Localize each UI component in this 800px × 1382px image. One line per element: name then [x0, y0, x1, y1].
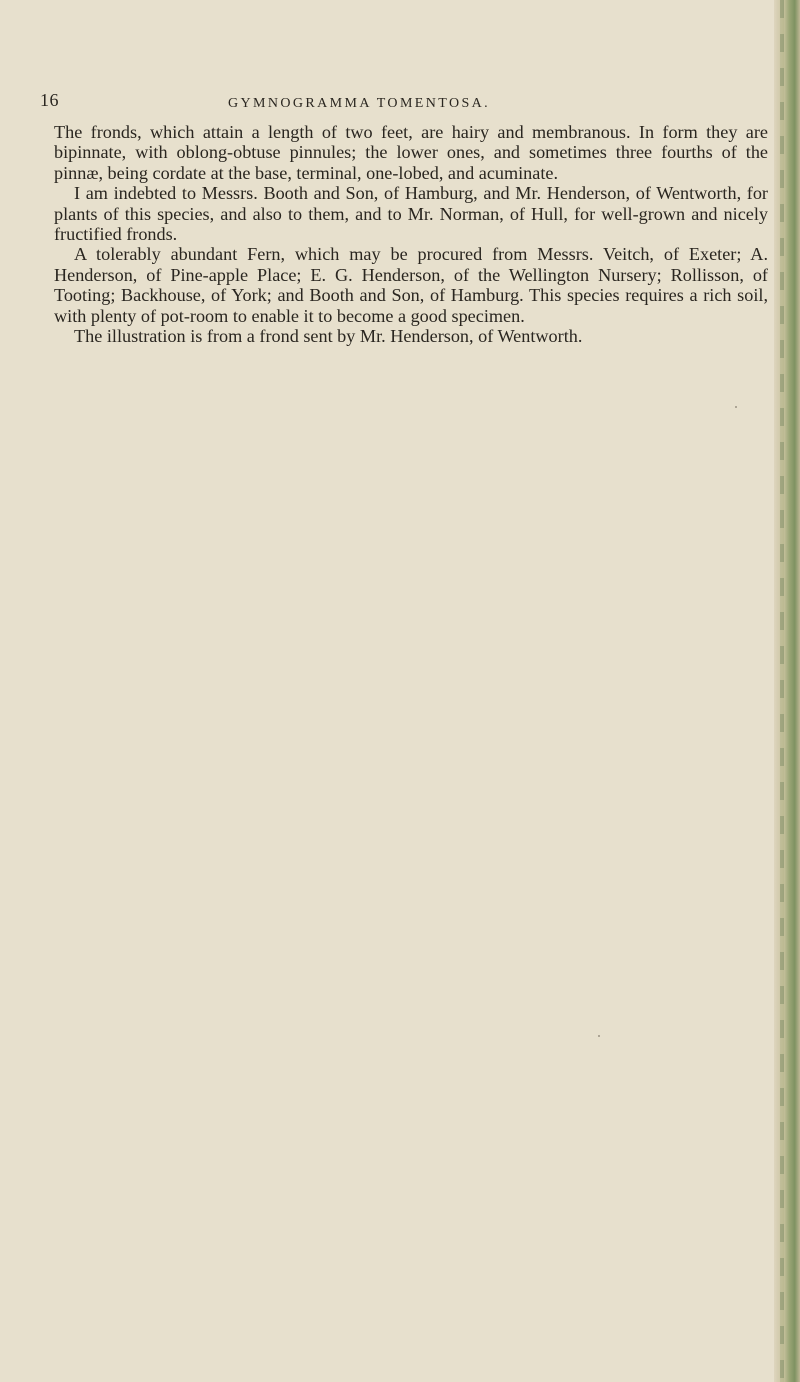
- paragraph-fronds: The fronds, which attain a length of two feet, are hairy and membranous. In form they are bipinnate, with oblong-obtuse pinnules; the lower ones, and sometimes three fourths of the pinnæ, being cordate at the base, terminal, one-lobed, and acuminate.: [54, 122, 768, 183]
- body-text: [54, 122, 768, 346]
- paper-speck: [735, 406, 737, 408]
- paragraph-acknowledgements: I am indebted to Messrs. Booth and Son, of Hamburg, and Mr. Henderson, of Wentworth, for plants of this species, and also to them, and to Mr. Norman, of Hull, for well-grown and nicely fructified fronds.: [54, 183, 768, 245]
- page-edge-discoloration: [774, 0, 800, 1382]
- running-head: GYMNOGRAMMA TOMENTOSA.: [228, 96, 491, 111]
- paragraph-illustration: The illustration is from a frond sent by Mr. Henderson, of Wentworth.: [74, 326, 583, 347]
- paper-speck: [598, 1035, 600, 1037]
- paragraph-availability: A tolerably abundant Fern, which may be procured from Messrs. Veitch, of Exeter; A. Henderson, of Pine-apple Place; E. G. Henderson, of the Wellington Nursery; Rollisson, of Tooting; Backhouse, of York; and Booth and Son, of Hamburg. This species requires a rich soil, with plenty of pot-room to enable it to become a good specimen.: [54, 244, 768, 326]
- page-number: 16: [40, 90, 59, 110]
